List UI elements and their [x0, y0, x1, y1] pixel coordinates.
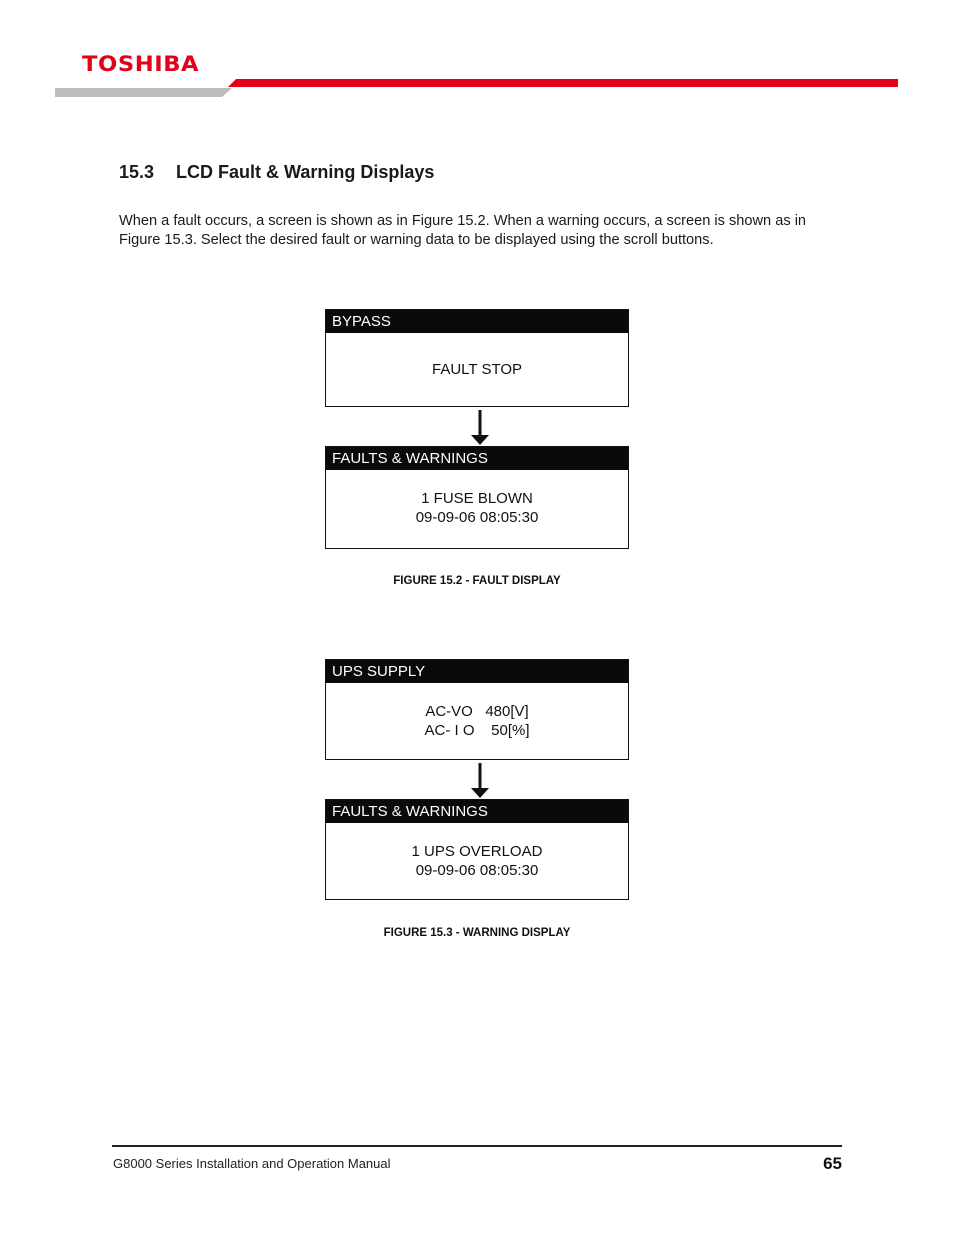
- lcd-screen-faults-warnings: [325, 446, 629, 549]
- lcd-content: [326, 333, 628, 406]
- lcd-line: AC- I O 50[%]: [424, 722, 530, 739]
- lcd-line: 09-09-06 08:05:30: [415, 509, 539, 526]
- lcd-line: 1 FUSE BLOWN: [421, 490, 533, 507]
- gray-band: [55, 88, 232, 97]
- toshiba-logo: TOSHIBA: [82, 52, 200, 76]
- lcd-screen-bypass: [325, 309, 629, 407]
- section-heading: [119, 162, 434, 183]
- lcd-title-bar: FAULTS & WARNINGS: [326, 447, 628, 470]
- lcd-screen-faults-warnings: [325, 799, 629, 900]
- lcd-content: [326, 470, 628, 548]
- footer-manual-title: G8000 Series Installation and Operation Manual: [113, 1156, 391, 1171]
- lcd-line: FAULT STOP: [431, 361, 523, 378]
- lcd-title-bar: FAULTS & WARNINGS: [326, 800, 628, 823]
- figure-caption: FIGURE 15.3 - WARNING DISPLAY: [383, 927, 571, 939]
- lcd-title-bar: BYPASS: [326, 310, 628, 333]
- page-number: 65: [823, 1154, 842, 1173]
- section-body-paragraph: When a fault occurs, a screen is shown as in Figure 15.2. When a warning occurs, a screen is shown as in Figure 15.3. Select the desired fault or warning data to be displayed using the scroll buttons.: [119, 213, 807, 248]
- lcd-content: [326, 823, 628, 899]
- lcd-title-bar: UPS SUPPLY: [326, 660, 628, 683]
- lcd-screen-ups-supply: [325, 659, 629, 760]
- section-title: LCD Fault & Warning Displays: [176, 162, 435, 182]
- footer-rule: [112, 1145, 842, 1147]
- lcd-line: AC-VO 480[V]: [425, 703, 529, 720]
- lcd-content: [326, 683, 628, 759]
- lcd-line: 09-09-06 08:05:30: [415, 862, 539, 879]
- figure-caption: FIGURE 15.2 - FAULT DISPLAY: [393, 575, 561, 587]
- down-arrow-icon: [470, 763, 490, 799]
- lcd-line: 1 UPS OVERLOAD: [411, 843, 543, 860]
- down-arrow-icon: [470, 410, 490, 446]
- section-number: 15.3: [119, 162, 155, 182]
- red-band: [228, 79, 898, 87]
